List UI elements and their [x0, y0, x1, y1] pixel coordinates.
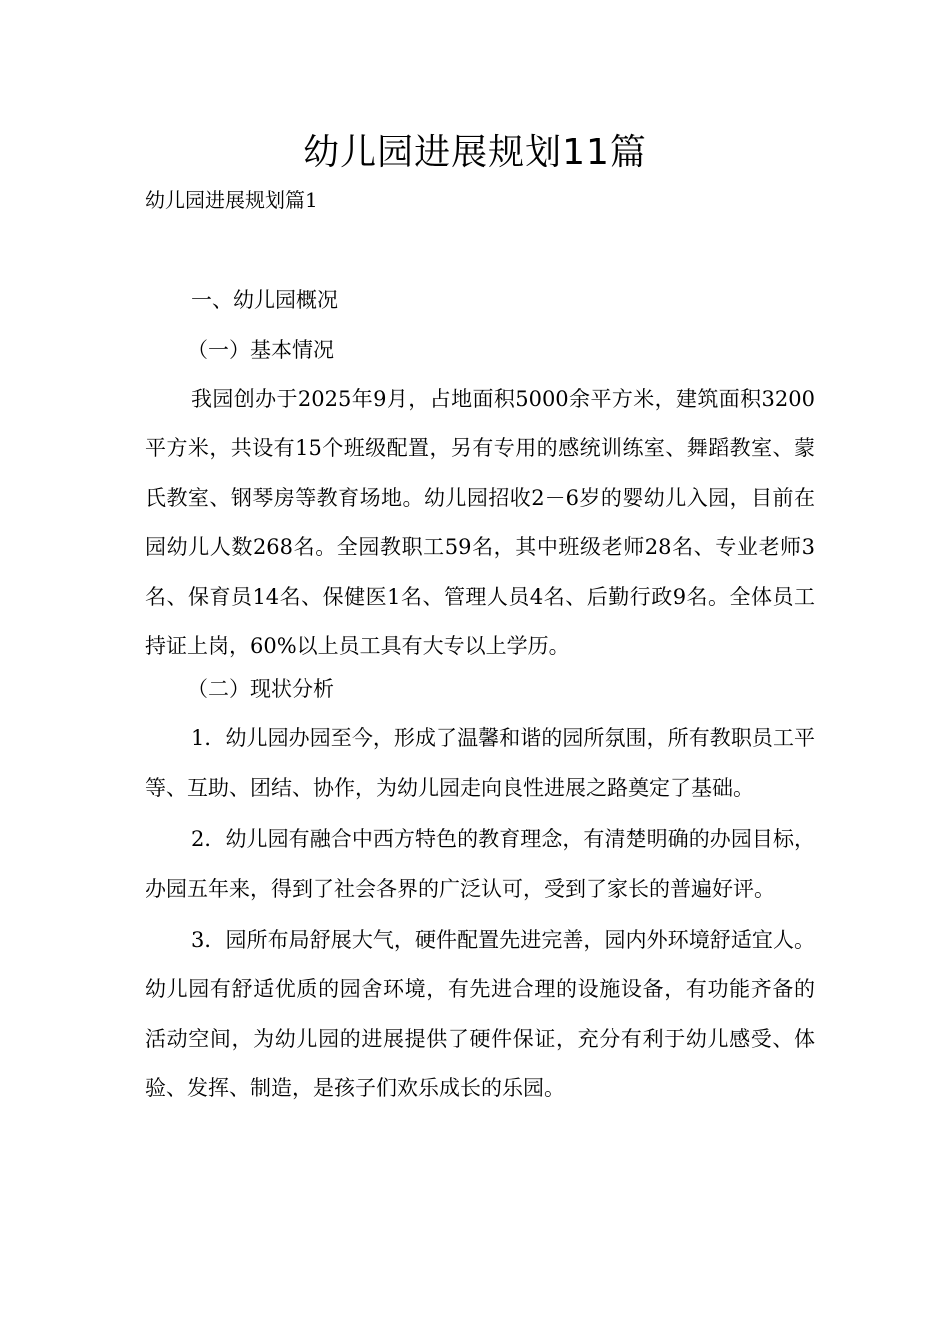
paragraph-basic-info: 我园创办于2025年9月，占地面积5000余平方米，建筑面积3200平方米，共设有15个班级配置，另有专用的感统训练室、舞蹈教室、蒙氏教室、钢琴房等教育场地。幼儿园招收2－6岁的婴幼儿入园，目前在园幼儿人数268名。全园教职工59名，其中班级老师28名、专业老师3名、保育员14名、保健医1名、管理人员4名、后勤行政9名。全体员工持证上岗，60%以上员工具有大专以上学历。	[145, 387, 815, 659]
subsection-heading-analysis: （二）现状分析	[187, 677, 334, 702]
paragraph-analysis-2: 2．幼儿园有融合中西方特色的教育理念，有清楚明确的办园目标，办园五年来，得到了社会各界的广泛认可，受到了家长的普遍好评。	[145, 827, 815, 901]
document-title: 幼儿园进展规划11篇	[303, 132, 647, 173]
document-subtitle: 幼儿园进展规划篇1	[145, 188, 318, 212]
section-heading: 一、幼儿园概况	[191, 288, 338, 312]
paragraph-analysis-1: 1．幼儿园办园至今，形成了温馨和谐的园所氛围，所有教职员工平等、互助、团结、协作，为幼儿园走向良性进展之路奠定了基础。	[145, 726, 815, 800]
paragraph-analysis-3: 3．园所布局舒展大气，硬件配置先进完善，园内外环境舒适宜人。幼儿园有舒适优质的园舍环境，有先进合理的设施设备，有功能齐备的活动空间，为幼儿园的进展提供了硬件保证，充分有利于幼儿感受、体验、发挥、制造，是孩子们欢乐成长的乐园。	[145, 928, 815, 1101]
subsection-heading-basic: （一）基本情况	[187, 338, 334, 362]
document-body	[145, 284, 815, 1116]
